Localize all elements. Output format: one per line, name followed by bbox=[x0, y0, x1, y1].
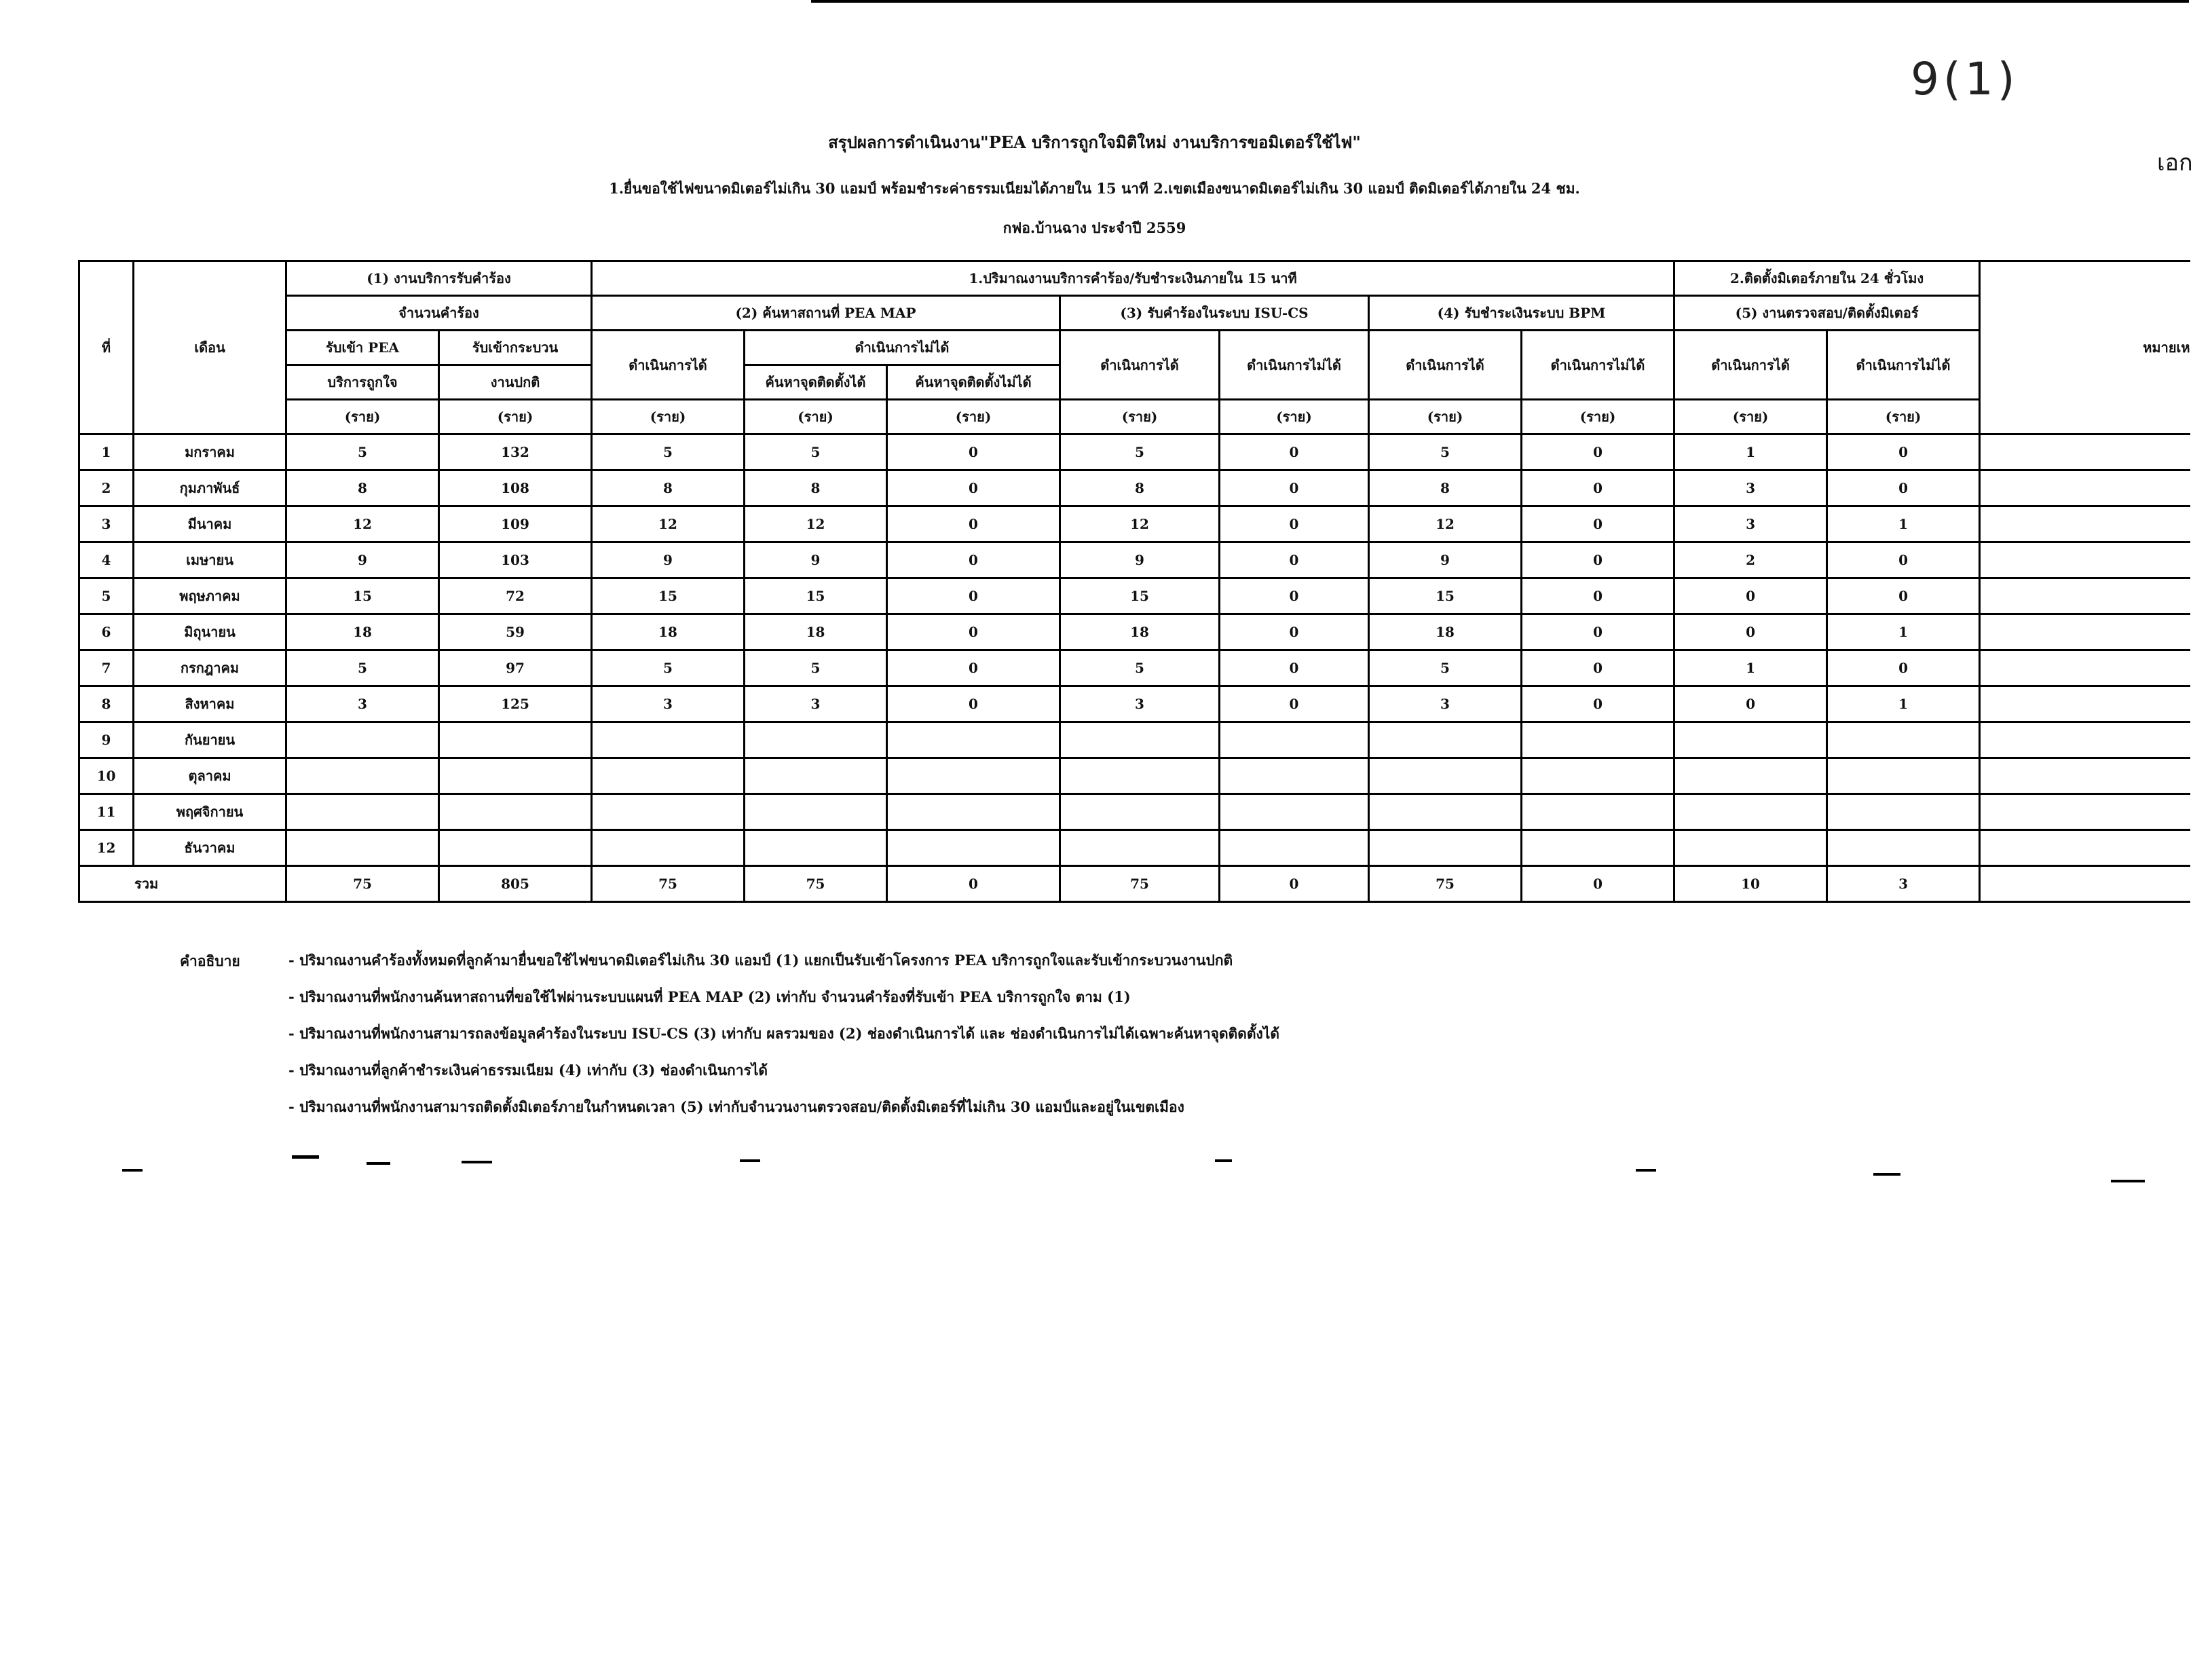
data-cell: 0 bbox=[1522, 578, 1674, 614]
data-cell bbox=[592, 794, 745, 830]
header-group-1: (1) งานบริการรับคำร้อง bbox=[286, 261, 592, 296]
data-cell: 2 bbox=[1674, 542, 1827, 578]
data-cell: 59 bbox=[439, 614, 592, 650]
data-cell: 0 bbox=[1220, 506, 1369, 542]
data-cell: 8 bbox=[286, 470, 439, 506]
data-cell: 8 bbox=[1369, 470, 1522, 506]
notes-list bbox=[288, 950, 2121, 1134]
data-cell: 109 bbox=[439, 506, 592, 542]
total-cell: 10 bbox=[1674, 866, 1827, 902]
row-number: 2 bbox=[79, 470, 134, 506]
header-group-1-sub: จำนวนคำร้อง bbox=[286, 296, 592, 331]
data-cell: 5 bbox=[1060, 434, 1220, 470]
data-cell bbox=[592, 722, 745, 758]
table-body bbox=[79, 434, 2190, 866]
data-cell: 0 bbox=[887, 578, 1060, 614]
data-cell: 72 bbox=[439, 578, 592, 614]
data-cell bbox=[439, 722, 592, 758]
row-number: 3 bbox=[79, 506, 134, 542]
month-name: สิงหาคม bbox=[134, 686, 286, 722]
data-cell: 0 bbox=[887, 614, 1060, 650]
header-remark: หมายเห bbox=[1980, 261, 2190, 434]
data-cell: 0 bbox=[1674, 614, 1827, 650]
total-cell: 0 bbox=[1220, 866, 1369, 902]
data-cell bbox=[1522, 794, 1674, 830]
remark-cell bbox=[1980, 614, 2190, 650]
header-g2-nd-b: ค้นหาจุดติดตั้งไม่ได้ bbox=[887, 365, 1060, 400]
scan-artifact bbox=[740, 1159, 760, 1162]
data-cell: 3 bbox=[1674, 470, 1827, 506]
scan-artifact bbox=[367, 1162, 390, 1165]
data-cell: 132 bbox=[439, 434, 592, 470]
table-row bbox=[79, 758, 2190, 794]
remark-cell bbox=[1980, 758, 2190, 794]
data-cell: 12 bbox=[592, 506, 745, 542]
data-cell: 0 bbox=[1220, 542, 1369, 578]
data-cell bbox=[439, 758, 592, 794]
header-no: ที่ bbox=[79, 261, 134, 434]
data-cell: 9 bbox=[286, 542, 439, 578]
data-cell bbox=[286, 794, 439, 830]
unit-label: (ราย) bbox=[745, 400, 887, 434]
data-cell bbox=[1674, 794, 1827, 830]
data-cell: 9 bbox=[1060, 542, 1220, 578]
month-name: มกราคม bbox=[134, 434, 286, 470]
data-cell: 12 bbox=[286, 506, 439, 542]
unit-label: (ราย) bbox=[887, 400, 1060, 434]
unit-label: (ราย) bbox=[286, 400, 439, 434]
remark-cell bbox=[1980, 686, 2190, 722]
data-cell: 0 bbox=[887, 470, 1060, 506]
data-cell: 0 bbox=[887, 434, 1060, 470]
month-name: ตุลาคม bbox=[134, 758, 286, 794]
data-cell: 103 bbox=[439, 542, 592, 578]
data-cell: 0 bbox=[887, 686, 1060, 722]
row-number: 10 bbox=[79, 758, 134, 794]
data-cell: 18 bbox=[286, 614, 439, 650]
table-row bbox=[79, 506, 2190, 542]
total-cell: 75 bbox=[592, 866, 745, 902]
month-name: พฤศจิกายน bbox=[134, 794, 286, 830]
data-cell: 15 bbox=[745, 578, 887, 614]
data-cell: 1 bbox=[1827, 614, 1980, 650]
data-cell: 0 bbox=[1522, 506, 1674, 542]
data-cell: 0 bbox=[1522, 650, 1674, 686]
top-rule bbox=[811, 0, 2189, 3]
data-cell: 3 bbox=[1369, 686, 1522, 722]
data-cell: 0 bbox=[1220, 434, 1369, 470]
data-cell bbox=[286, 830, 439, 866]
data-cell bbox=[887, 794, 1060, 830]
data-cell: 15 bbox=[1060, 578, 1220, 614]
report-subtitle: 1.ยื่นขอใช้ไฟขนาดมิเตอร์ไม่เกิน 30 แอมป์ พร้อมชำระค่าธรรมเนียมได้ภายใน 15 นาที 2.เขตเมืองขนาดมิเตอร์ไม่เกิน 30 แอมป์ ติดมิเตอร์ได้ภายใน 24 ชม. bbox=[609, 180, 1580, 197]
scan-artifact bbox=[292, 1155, 319, 1159]
month-name: กรกฎาคม bbox=[134, 650, 286, 686]
data-cell: 1 bbox=[1827, 686, 1980, 722]
data-cell bbox=[887, 758, 1060, 794]
data-cell: 1 bbox=[1827, 506, 1980, 542]
data-cell bbox=[745, 758, 887, 794]
data-cell bbox=[1674, 830, 1827, 866]
data-cell bbox=[1060, 830, 1220, 866]
month-name: พฤษภาคม bbox=[134, 578, 286, 614]
remark-cell bbox=[1980, 434, 2190, 470]
data-cell bbox=[1827, 722, 1980, 758]
scan-artifact bbox=[122, 1169, 143, 1172]
data-cell: 5 bbox=[286, 650, 439, 686]
table-row bbox=[79, 614, 2190, 650]
data-cell: 18 bbox=[1369, 614, 1522, 650]
data-cell: 0 bbox=[1220, 686, 1369, 722]
data-cell: 0 bbox=[887, 542, 1060, 578]
data-cell bbox=[887, 722, 1060, 758]
data-cell: 3 bbox=[1060, 686, 1220, 722]
table-row bbox=[79, 470, 2190, 506]
month-name: กันยายน bbox=[134, 722, 286, 758]
row-number: 4 bbox=[79, 542, 134, 578]
data-cell: 8 bbox=[745, 470, 887, 506]
data-cell: 0 bbox=[1220, 470, 1369, 506]
header-g5-notdone: ดำเนินการไม่ได้ bbox=[1827, 331, 1980, 400]
data-cell bbox=[286, 758, 439, 794]
table-row bbox=[79, 650, 2190, 686]
data-cell bbox=[439, 794, 592, 830]
unit-label: (ราย) bbox=[1220, 400, 1369, 434]
data-cell: 18 bbox=[745, 614, 887, 650]
note-line: - ปริมาณงานที่พนักงานค้นหาสถานที่ขอใช้ไฟผ่านระบบแผนที่ PEA MAP (2) เท่ากับ จำนวนคำร้องที่รับเข้า PEA บริการถูกใจ ตาม (1) bbox=[288, 988, 1131, 1005]
header-g3-notdone: ดำเนินการไม่ได้ bbox=[1220, 331, 1369, 400]
summary-table bbox=[78, 260, 2190, 903]
data-cell: 3 bbox=[286, 686, 439, 722]
page-number: 9(1) bbox=[1911, 53, 2019, 105]
total-cell: 805 bbox=[439, 866, 592, 902]
data-cell: 0 bbox=[1220, 578, 1369, 614]
scan-artifact bbox=[1215, 1159, 1232, 1162]
total-cell: 3 bbox=[1827, 866, 1980, 902]
remark-cell bbox=[1980, 470, 2190, 506]
data-cell bbox=[1220, 722, 1369, 758]
month-name: มิถุนายน bbox=[134, 614, 286, 650]
data-cell: 15 bbox=[1369, 578, 1522, 614]
data-cell: 0 bbox=[1522, 434, 1674, 470]
total-cell: 0 bbox=[887, 866, 1060, 902]
unit-label: (ราย) bbox=[1369, 400, 1522, 434]
data-cell bbox=[1674, 722, 1827, 758]
data-cell: 0 bbox=[1827, 434, 1980, 470]
data-cell: 0 bbox=[1827, 470, 1980, 506]
note-line: - ปริมาณงานที่พนักงานสามารถติดตั้งมิเตอร์ภายในกำหนดเวลา (5) เท่ากับจำนวนงานตรวจสอบ/ติดตั้งมิเตอร์ที่ไม่เกิน 30 แอมป์และอยู่ในเขตเมือง bbox=[288, 1098, 1184, 1115]
data-cell bbox=[286, 722, 439, 758]
data-cell bbox=[1060, 794, 1220, 830]
remark-cell bbox=[1980, 722, 2190, 758]
data-cell: 12 bbox=[1369, 506, 1522, 542]
data-cell: 5 bbox=[1060, 650, 1220, 686]
header-group-5: (5) งานตรวจสอบ/ติดตั้งมิเตอร์ bbox=[1674, 296, 1980, 331]
data-cell: 5 bbox=[1369, 434, 1522, 470]
data-cell bbox=[1369, 830, 1522, 866]
data-cell: 5 bbox=[745, 434, 887, 470]
total-cell: 75 bbox=[1369, 866, 1522, 902]
data-cell: 0 bbox=[1827, 578, 1980, 614]
data-cell: 0 bbox=[1522, 614, 1674, 650]
row-number: 11 bbox=[79, 794, 134, 830]
data-cell: 97 bbox=[439, 650, 592, 686]
total-cell: 0 bbox=[1522, 866, 1674, 902]
data-cell bbox=[745, 830, 887, 866]
row-number: 7 bbox=[79, 650, 134, 686]
notes-label: คำอธิบาย bbox=[180, 952, 240, 969]
data-cell: 5 bbox=[286, 434, 439, 470]
data-cell: 8 bbox=[592, 470, 745, 506]
data-cell bbox=[745, 722, 887, 758]
header-g1-b2: งานปกติ bbox=[439, 365, 592, 400]
data-cell: 0 bbox=[1522, 686, 1674, 722]
unit-label: (ราย) bbox=[1827, 400, 1980, 434]
data-cell: 5 bbox=[745, 650, 887, 686]
header-g1-a2: บริการถูกใจ bbox=[286, 365, 439, 400]
data-cell: 1 bbox=[1674, 434, 1827, 470]
header-g1-a: รับเข้า PEA bbox=[286, 331, 439, 365]
data-cell: 0 bbox=[1220, 614, 1369, 650]
row-number: 12 bbox=[79, 830, 134, 866]
data-cell bbox=[1522, 758, 1674, 794]
header-month: เดือน bbox=[134, 261, 286, 434]
data-cell bbox=[1060, 758, 1220, 794]
unit-label: (ราย) bbox=[592, 400, 745, 434]
remark-cell bbox=[1980, 830, 2190, 866]
data-cell bbox=[592, 830, 745, 866]
row-number: 9 bbox=[79, 722, 134, 758]
header-g2-notdone: ดำเนินการไม่ได้ bbox=[745, 331, 1060, 365]
data-cell: 125 bbox=[439, 686, 592, 722]
data-cell: 0 bbox=[1827, 542, 1980, 578]
table-row bbox=[79, 794, 2190, 830]
remark-cell bbox=[1980, 650, 2190, 686]
data-cell: 9 bbox=[745, 542, 887, 578]
data-cell: 0 bbox=[887, 650, 1060, 686]
header-big-2: 2.ติดตั้งมิเตอร์ภายใน 24 ชั่วโมง bbox=[1674, 261, 1980, 296]
data-cell bbox=[1827, 830, 1980, 866]
header-g2-nd-a: ค้นหาจุดติดตั้งได้ bbox=[745, 365, 887, 400]
remark-cell bbox=[1980, 794, 2190, 830]
note-line: - ปริมาณงานที่พนักงานสามารถลงข้อมูลคำร้องในระบบ ISU-CS (3) เท่ากับ ผลรวมของ (2) ช่องดำเนินการได้ และ ช่องดำเนินการไม่ได้เฉพาะค้นหาจุดติดตั้งได้ bbox=[288, 1025, 1279, 1042]
row-number: 5 bbox=[79, 578, 134, 614]
data-cell: 3 bbox=[1674, 506, 1827, 542]
data-cell: 18 bbox=[592, 614, 745, 650]
table-row bbox=[79, 722, 2190, 758]
data-cell: 3 bbox=[592, 686, 745, 722]
table-row bbox=[79, 434, 2190, 470]
header-g1-b: รับเข้ากระบวน bbox=[439, 331, 592, 365]
data-cell bbox=[1060, 722, 1220, 758]
unit-label: (ราย) bbox=[1522, 400, 1674, 434]
row-number: 8 bbox=[79, 686, 134, 722]
data-cell: 12 bbox=[1060, 506, 1220, 542]
total-label: รวม bbox=[79, 866, 286, 902]
month-name: มีนาคม bbox=[134, 506, 286, 542]
data-cell bbox=[1369, 794, 1522, 830]
report-office-year: กฟอ.บ้านฉาง ประจำปี 2559 bbox=[1002, 219, 1186, 236]
header-group-3: (3) รับคำร้องในระบบ ISU-CS bbox=[1060, 296, 1369, 331]
unit-label: (ราย) bbox=[1674, 400, 1827, 434]
data-cell bbox=[1674, 758, 1827, 794]
header-g3-done: ดำเนินการได้ bbox=[1060, 331, 1220, 400]
data-cell: 18 bbox=[1060, 614, 1220, 650]
data-cell: 0 bbox=[1522, 542, 1674, 578]
data-cell bbox=[745, 794, 887, 830]
table-row bbox=[79, 578, 2190, 614]
table-row bbox=[79, 830, 2190, 866]
header-g2-done: ดำเนินการได้ bbox=[592, 331, 745, 400]
data-cell: 15 bbox=[592, 578, 745, 614]
month-name: ธันวาคม bbox=[134, 830, 286, 866]
data-cell: 5 bbox=[592, 650, 745, 686]
row-number: 6 bbox=[79, 614, 134, 650]
header-g4-done: ดำเนินการได้ bbox=[1369, 331, 1522, 400]
data-cell: 15 bbox=[286, 578, 439, 614]
header-g5-done: ดำเนินการได้ bbox=[1674, 331, 1827, 400]
data-cell bbox=[1220, 758, 1369, 794]
data-cell: 0 bbox=[1827, 650, 1980, 686]
data-cell: 0 bbox=[1674, 578, 1827, 614]
data-cell bbox=[439, 830, 592, 866]
table-row bbox=[79, 686, 2190, 722]
data-cell bbox=[1522, 830, 1674, 866]
data-cell bbox=[592, 758, 745, 794]
note-line: - ปริมาณงานที่ลูกค้าชำระเงินค่าธรรมเนียม (4) เท่ากับ (3) ช่องดำเนินการได้ bbox=[288, 1062, 768, 1079]
table-row bbox=[79, 542, 2190, 578]
total-row bbox=[79, 866, 2190, 902]
remark-cell bbox=[1980, 866, 2190, 902]
month-name: กุมภาพันธ์ bbox=[134, 470, 286, 506]
data-cell bbox=[1522, 722, 1674, 758]
data-cell: 0 bbox=[1220, 650, 1369, 686]
total-cell: 75 bbox=[286, 866, 439, 902]
data-cell bbox=[1369, 758, 1522, 794]
cut-off-side-text: เอก bbox=[2157, 149, 2193, 176]
header-group-2: (2) ค้นหาสถานที่ PEA MAP bbox=[592, 296, 1060, 331]
scan-artifact bbox=[1636, 1169, 1656, 1172]
data-cell bbox=[887, 830, 1060, 866]
scan-artifact bbox=[1873, 1173, 1900, 1176]
total-cell: 75 bbox=[1060, 866, 1220, 902]
data-cell bbox=[1220, 830, 1369, 866]
data-cell: 3 bbox=[745, 686, 887, 722]
remark-cell bbox=[1980, 542, 2190, 578]
scan-artifact bbox=[2111, 1180, 2145, 1182]
data-cell: 5 bbox=[592, 434, 745, 470]
data-cell: 5 bbox=[1369, 650, 1522, 686]
note-line: - ปริมาณงานคำร้องทั้งหมดที่ลูกค้ามายื่นขอใช้ไฟขนาดมิเตอร์ไม่เกิน 30 แอมป์ (1) แยกเป็นรับเข้าโครงการ PEA บริการถูกใจและรับเข้ากระบวนงานปกติ bbox=[288, 952, 1233, 969]
data-cell: 0 bbox=[887, 506, 1060, 542]
data-cell: 8 bbox=[1060, 470, 1220, 506]
remark-cell bbox=[1980, 506, 2190, 542]
scan-artifact bbox=[462, 1161, 492, 1163]
data-cell bbox=[1827, 758, 1980, 794]
data-cell: 9 bbox=[1369, 542, 1522, 578]
data-cell: 9 bbox=[592, 542, 745, 578]
row-number: 1 bbox=[79, 434, 134, 470]
month-name: เมษายน bbox=[134, 542, 286, 578]
unit-label: (ราย) bbox=[1060, 400, 1220, 434]
remark-cell bbox=[1980, 578, 2190, 614]
data-cell: 108 bbox=[439, 470, 592, 506]
data-cell: 12 bbox=[745, 506, 887, 542]
header-group-4: (4) รับชำระเงินระบบ BPM bbox=[1369, 296, 1674, 331]
total-cell: 75 bbox=[745, 866, 887, 902]
data-cell bbox=[1369, 722, 1522, 758]
data-cell: 0 bbox=[1674, 686, 1827, 722]
data-cell: 0 bbox=[1522, 470, 1674, 506]
data-cell bbox=[1827, 794, 1980, 830]
report-title: สรุปผลการดำเนินงาน"PEA บริการถูกใจมิติใหม่ งานบริการขอมิเตอร์ใช้ไฟ" bbox=[828, 132, 1361, 152]
data-cell bbox=[1220, 794, 1369, 830]
data-cell: 1 bbox=[1674, 650, 1827, 686]
header-big-1: 1.ปริมาณงานบริการคำร้อง/รับชำระเงินภายใน 15 นาที bbox=[592, 261, 1674, 296]
header-g4-notdone: ดำเนินการไม่ได้ bbox=[1522, 331, 1674, 400]
unit-label: (ราย) bbox=[439, 400, 592, 434]
